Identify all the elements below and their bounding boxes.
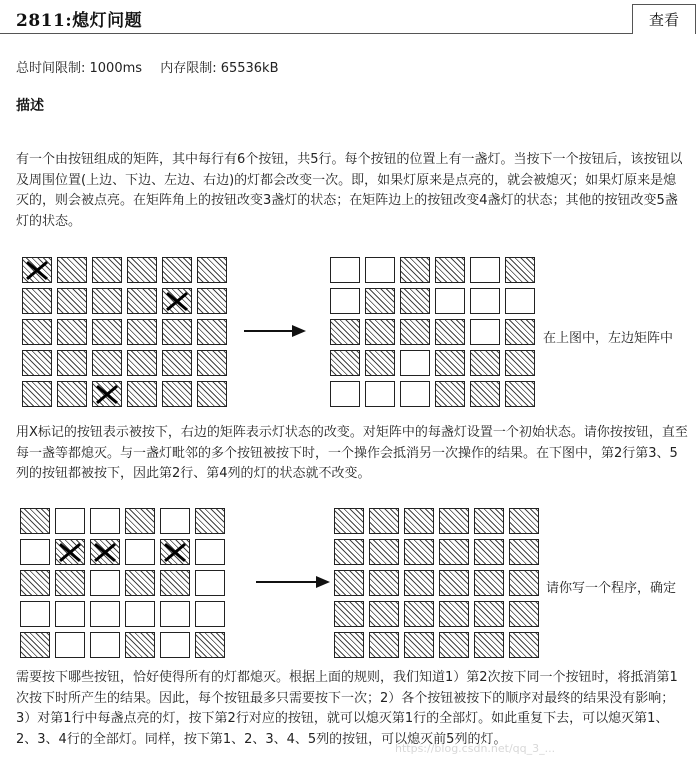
lit-lamp-cell [125, 508, 155, 534]
lit-lamp-cell [509, 508, 539, 534]
title-divider [0, 33, 632, 34]
pressed-button-cell [92, 381, 122, 407]
off-lamp-cell [90, 601, 120, 627]
off-lamp-cell [195, 601, 225, 627]
lit-lamp-cell [505, 381, 535, 407]
off-lamp-cell [55, 601, 85, 627]
off-lamp-cell [195, 570, 225, 596]
lit-lamp-cell [57, 319, 87, 345]
description-paragraph-2: 用X标记的按钮表示被按下，右边的矩阵表示灯状态的改变。对矩阵中的每盏灯设置一个初始状态。请你按按钮，直至每一盏等都熄灭。与一盏灯毗邻的多个按钮被按下时，一个操作会抵消另一次操作的结果。在下图中，第2行第3、5列的按钮都被按下，因此第2行、第4列的灯的状态就不改变。 [16, 425, 688, 481]
off-lamp-cell [400, 381, 430, 407]
figure1-left-grid [22, 257, 232, 412]
lit-lamp-cell [334, 508, 364, 534]
lit-lamp-cell [404, 570, 434, 596]
lit-lamp-cell [474, 570, 504, 596]
lit-lamp-cell [369, 570, 399, 596]
lit-lamp-cell [334, 601, 364, 627]
figure2-arrow-icon [256, 575, 330, 589]
off-lamp-cell [470, 288, 500, 314]
pressed-button-cell [160, 539, 190, 565]
lit-lamp-cell [195, 632, 225, 658]
lit-lamp-cell [125, 570, 155, 596]
off-lamp-cell [125, 539, 155, 565]
lit-lamp-cell [162, 381, 192, 407]
lit-lamp-cell [365, 350, 395, 376]
lit-lamp-cell [197, 319, 227, 345]
off-lamp-cell [330, 257, 360, 283]
limits-bar [16, 57, 293, 76]
lit-lamp-cell [20, 570, 50, 596]
figure2-left-grid [20, 508, 230, 663]
lit-lamp-cell [330, 350, 360, 376]
figure1-right-grid [330, 257, 540, 412]
lit-lamp-cell [435, 381, 465, 407]
off-lamp-cell [435, 288, 465, 314]
lit-lamp-cell [439, 539, 469, 565]
lit-lamp-cell [509, 601, 539, 627]
lit-lamp-cell [125, 632, 155, 658]
page-title: 2811:熄灯问题 [16, 11, 143, 31]
lit-lamp-cell [195, 508, 225, 534]
lit-lamp-cell [404, 632, 434, 658]
lit-lamp-cell [369, 601, 399, 627]
lit-lamp-cell [474, 601, 504, 627]
off-lamp-cell [195, 539, 225, 565]
lit-lamp-cell [22, 288, 52, 314]
lit-lamp-cell [400, 288, 430, 314]
lit-lamp-cell [197, 288, 227, 314]
off-lamp-cell [400, 350, 430, 376]
memory-limit: 内存限制: 65536kB [160, 61, 279, 76]
lit-lamp-cell [162, 350, 192, 376]
off-lamp-cell [160, 508, 190, 534]
lit-lamp-cell [20, 632, 50, 658]
figure1-arrow-icon [244, 324, 306, 338]
description-heading: 描述 [16, 98, 44, 114]
lit-lamp-cell [509, 570, 539, 596]
lit-lamp-cell [22, 319, 52, 345]
off-lamp-cell [90, 570, 120, 596]
lit-lamp-cell [435, 257, 465, 283]
lit-lamp-cell [127, 350, 157, 376]
lit-lamp-cell [22, 381, 52, 407]
lit-lamp-cell [505, 350, 535, 376]
off-lamp-cell [160, 601, 190, 627]
lit-lamp-cell [435, 350, 465, 376]
figure2-caption: 请你写一个程序，确定 [546, 581, 677, 596]
lit-lamp-cell [330, 319, 360, 345]
lit-lamp-cell [404, 601, 434, 627]
off-lamp-cell [55, 508, 85, 534]
off-lamp-cell [470, 257, 500, 283]
off-lamp-cell [330, 381, 360, 407]
off-lamp-cell [20, 539, 50, 565]
lit-lamp-cell [435, 319, 465, 345]
lit-lamp-cell [334, 632, 364, 658]
off-lamp-cell [160, 632, 190, 658]
lit-lamp-cell [334, 570, 364, 596]
lit-lamp-cell [334, 539, 364, 565]
lit-lamp-cell [509, 632, 539, 658]
lit-lamp-cell [55, 570, 85, 596]
lit-lamp-cell [365, 319, 395, 345]
lit-lamp-cell [57, 288, 87, 314]
lit-lamp-cell [470, 381, 500, 407]
pressed-button-cell [55, 539, 85, 565]
lit-lamp-cell [92, 257, 122, 283]
lit-lamp-cell [57, 257, 87, 283]
lit-lamp-cell [404, 539, 434, 565]
lit-lamp-cell [474, 539, 504, 565]
lit-lamp-cell [505, 257, 535, 283]
pressed-button-cell [90, 539, 120, 565]
off-lamp-cell [365, 381, 395, 407]
lit-lamp-cell [439, 570, 469, 596]
lit-lamp-cell [400, 319, 430, 345]
lit-lamp-cell [197, 381, 227, 407]
lit-lamp-cell [470, 350, 500, 376]
view-button[interactable]: 查看 [632, 4, 696, 34]
off-lamp-cell [90, 632, 120, 658]
off-lamp-cell [125, 601, 155, 627]
description-paragraph-3: 需要按下哪些按钮，恰好使得所有的灯都熄灭。根据上面的规则，我们知道1）第2次按下同一个按钮时，将抵消第1次按下时所产生的结果。因此，每个按钮最多只需要按下一次；2）各个按钮被按下的顺序对最终的结果没有影响；3）对第1行中每盏点亮的灯，按下第2行对应的按钮，就可以熄灭第1行的全部灯。如此重复下去，可以熄灭第1、2、3、4行的全部灯。同样，按下第1、2、3、4、5列的按钮，可以熄灭前5列的灯。 [16, 670, 678, 747]
lit-lamp-cell [439, 601, 469, 627]
watermark: https://blog.csdn.net/qq_3_... [395, 742, 556, 755]
lit-lamp-cell [439, 508, 469, 534]
lit-lamp-cell [127, 257, 157, 283]
lit-lamp-cell [162, 319, 192, 345]
figure1-caption: 在上图中，左边矩阵中 [543, 331, 674, 346]
lit-lamp-cell [160, 570, 190, 596]
lit-lamp-cell [369, 632, 399, 658]
off-lamp-cell [90, 508, 120, 534]
lit-lamp-cell [369, 508, 399, 534]
off-lamp-cell [20, 601, 50, 627]
lit-lamp-cell [509, 539, 539, 565]
lit-lamp-cell [20, 508, 50, 534]
time-limit: 总时间限制: 1000ms [16, 61, 143, 76]
lit-lamp-cell [57, 350, 87, 376]
lit-lamp-cell [127, 319, 157, 345]
lit-lamp-cell [92, 288, 122, 314]
pressed-button-cell [22, 257, 52, 283]
lit-lamp-cell [400, 257, 430, 283]
lit-lamp-cell [57, 381, 87, 407]
description-paragraph-1: 有一个由按钮组成的矩阵，其中每行有6个按钮，共5行。每个按钮的位置上有一盏灯。当按下一个按钮后，该按钮以及周围位置(上边、下边、左边、右边)的灯都会改变一次。即，如果灯原来是点亮的，就会被熄灭；如果灯原来是熄灭的，则会被点亮。在矩阵角上的按钮改变3盏灯的状态；在矩阵边上的按钮改变4盏灯的状态；其他的按钮改变5盏灯的状态。 [16, 152, 683, 229]
lit-lamp-cell [162, 257, 192, 283]
lit-lamp-cell [474, 632, 504, 658]
off-lamp-cell [505, 288, 535, 314]
figure2-right-grid [334, 508, 544, 663]
lit-lamp-cell [404, 508, 434, 534]
lit-lamp-cell [92, 319, 122, 345]
lit-lamp-cell [22, 350, 52, 376]
lit-lamp-cell [439, 632, 469, 658]
lit-lamp-cell [127, 381, 157, 407]
off-lamp-cell [365, 257, 395, 283]
off-lamp-cell [470, 319, 500, 345]
off-lamp-cell [330, 288, 360, 314]
lit-lamp-cell [474, 508, 504, 534]
lit-lamp-cell [197, 350, 227, 376]
pressed-button-cell [162, 288, 192, 314]
lit-lamp-cell [365, 288, 395, 314]
lit-lamp-cell [505, 319, 535, 345]
lit-lamp-cell [369, 539, 399, 565]
lit-lamp-cell [127, 288, 157, 314]
lit-lamp-cell [92, 350, 122, 376]
lit-lamp-cell [197, 257, 227, 283]
off-lamp-cell [55, 632, 85, 658]
